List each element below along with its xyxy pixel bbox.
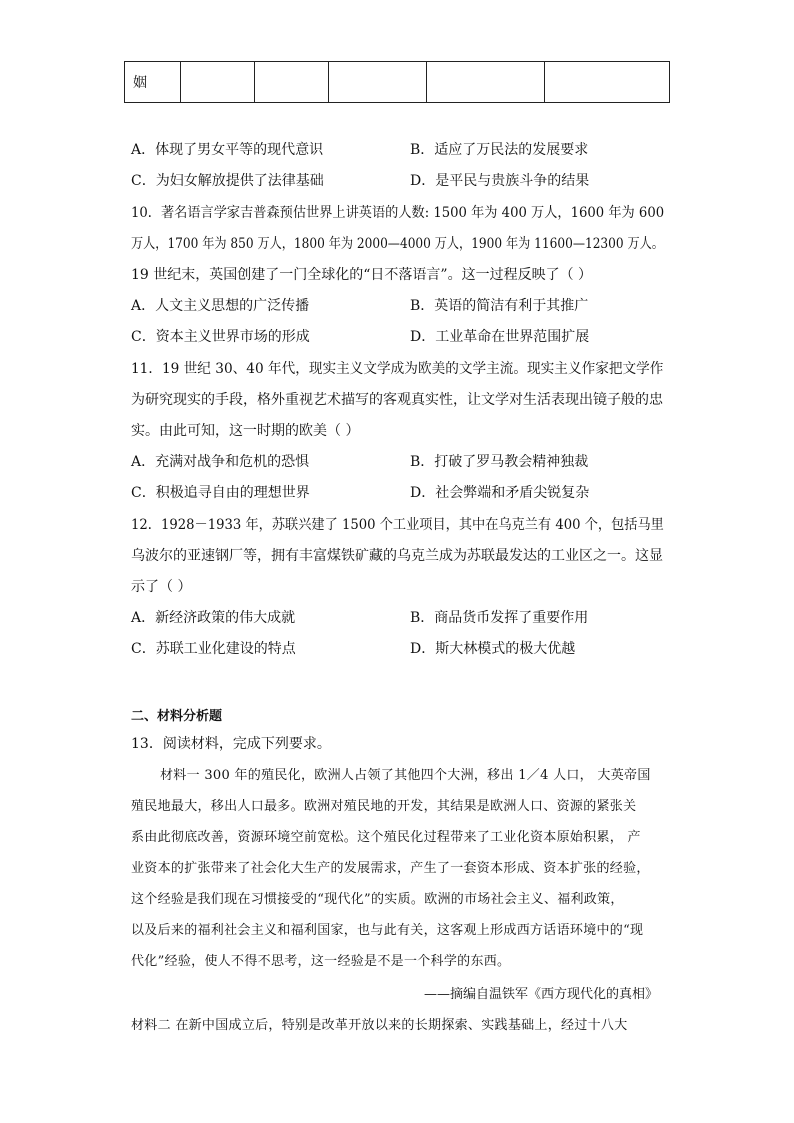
table-cell xyxy=(545,62,670,103)
table-cell xyxy=(181,62,255,103)
q12-option-d: D．斯大林模式的极大优越 xyxy=(410,641,576,657)
q11-option-d: D．社会弊端和矛盾尖锐复杂 xyxy=(410,485,590,501)
material1-line-6: 以及后来的福利社会主义和福利国家，也与此有关，这客观上形成西方话语环境中的“现 xyxy=(131,923,644,938)
q10-stem-line-1: 10．著名语言学家吉普森预估世界上讲英语的人数: 1500 年为 400 万人，1600 年为 600 xyxy=(131,205,665,221)
table-cell xyxy=(329,62,427,103)
q12-option-a: A．新经济政策的伟大成就 xyxy=(131,610,296,626)
q9-option-a: A．体现了男女平等的现代意识 xyxy=(131,142,324,158)
material1-line-7: 代化”经验，使人不得不思考，这一经验是不是一个科学的东西。 xyxy=(131,954,511,969)
material1-line-5: 这个经验是我们现在习惯接受的“现代化”的实质。欧洲的市场社会主义、福利政策， xyxy=(131,892,624,907)
q11-option-b: B．打破了罗马教会精神独裁 xyxy=(410,454,589,470)
q10-option-b: B．英语的简洁有利于其推广 xyxy=(410,298,589,314)
q10-option-c: C．资本主义世界市场的形成 xyxy=(131,329,310,345)
q12-option-c: C．苏联工业化建设的特点 xyxy=(131,641,296,657)
q11-stem-line-3: 实。由此可知，这一时期的欧美（ ） xyxy=(131,423,360,439)
table-cell xyxy=(255,62,329,103)
material1-line-2: 殖民地最大，移出人口最多。欧洲对殖民地的开发，其结果是欧洲人口、资源的紧张关 xyxy=(131,799,637,814)
q12-stem-line-3: 示了（ ） xyxy=(131,579,192,595)
material1-line-1: 材料一 300 年的殖民化，欧洲人占领了其他四个大洲，移出 1／4 人口， 大英帝国 xyxy=(160,768,651,783)
q10-stem-line-3: 19 世纪末，英国创建了一门全球化的“日不落语言”。这一过程反映了（ ） xyxy=(131,267,593,283)
q10-option-d: D．工业革命在世界范围扩展 xyxy=(410,329,590,345)
material1-line-3: 系由此彻底改善，资源环境空前宽松。这个殖民化过程带来了工业化资本原始积累， 产 xyxy=(131,830,641,845)
q11-stem-line-1: 11．19 世纪 30、40 年代，现实主义文学成为欧美的文学主流。现实主义作家把文学作 xyxy=(131,361,664,377)
q11-stem-line-2: 为研究现实的手段，格外重视艺术描写的客观真实性，让文学对生活表现出镜子般的忠 xyxy=(131,392,663,408)
q11-option-c: C．积极追寻自由的理想世界 xyxy=(131,485,310,501)
q10-stem-line-2: 万人，1700 年为 850 万人，1800 年为 2000—4000 万人，1900 年为 11600—12300 万人。 xyxy=(131,236,664,252)
material1-line-4: 业资本的扩张带来了社会化大生产的发展需求，产生了一套资本形成、资本扩张的经验， xyxy=(131,861,650,876)
q12-stem-line-2: 乌波尔的亚速钢厂等，拥有丰富煤铁矿藏的乌克兰成为苏联最发达的工业区之一。这显 xyxy=(131,548,663,564)
material1-source: ——摘编自温铁军《西方现代化的真相》 xyxy=(423,987,658,1002)
table-row xyxy=(125,62,670,103)
material2-line-1: 材料二 在新中国成立后，特别是改革开放以来的长期探索、实践基础上，经过十八大 xyxy=(131,1018,628,1033)
table-cell: 姻 xyxy=(125,62,181,103)
q13-intro: 13．阅读材料，完成下列要求。 xyxy=(131,736,331,752)
marriage-table-fragment xyxy=(124,61,670,103)
q10-option-a: A．人文主义思想的广泛传播 xyxy=(131,298,310,314)
q11-option-a: A．充满对战争和危机的恐惧 xyxy=(131,454,310,470)
q9-option-d: D．是平民与贵族斗争的结果 xyxy=(410,173,590,189)
q9-option-c: C．为妇女解放提供了法律基础 xyxy=(131,173,324,189)
table-cell xyxy=(427,62,545,103)
q12-option-b: B．商品货币发挥了重要作用 xyxy=(410,610,589,626)
q12-stem-line-1: 12．1928－1933 年，苏联兴建了 1500 个工业项目，其中在乌克兰有 400 个，包括马里 xyxy=(131,517,664,533)
q9-option-b: B．适应了万民法的发展要求 xyxy=(410,142,589,158)
section-heading: 二、材料分析题 xyxy=(131,709,223,724)
